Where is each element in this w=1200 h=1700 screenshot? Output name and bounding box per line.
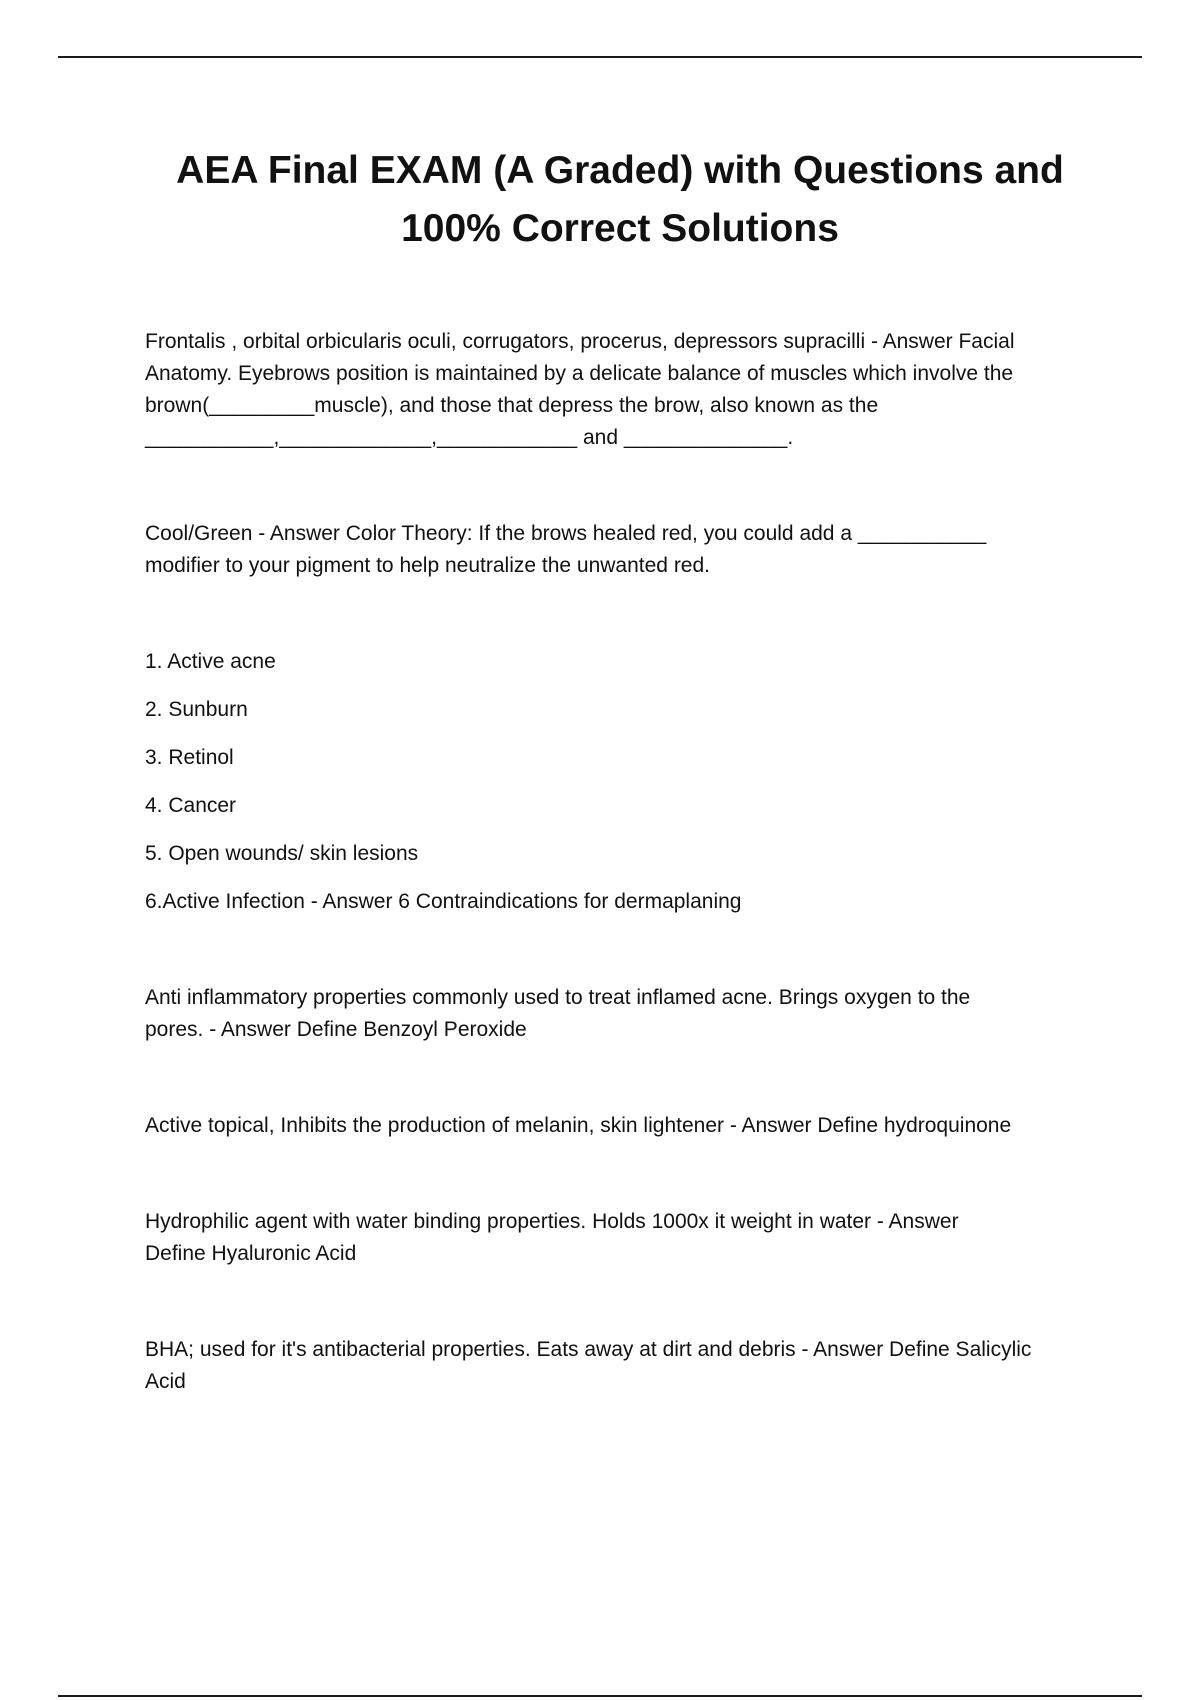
qa-line: Active topical, Inhibits the production of melanin, skin lightener - Answer Define hydroquinone [145,1114,1012,1137]
qa-color-theory [145,518,1090,582]
list-item: 5. Open wounds/ skin lesions [145,842,419,865]
footer-rule [58,1695,1142,1697]
header-rule [58,56,1142,58]
title-line-2: 100% Correct Solutions [401,207,839,250]
list-item: 6.Active Infection - Answer 6 Contraindications for dermaplaning [145,890,742,913]
qa-line: Anatomy. Eyebrows position is maintained by a delicate balance of muscles which involve the [145,362,1014,385]
qa-facial-anatomy [145,326,1090,454]
qa-line: Anti inflammatory properties commonly used to treat inflamed acne. Brings oxygen to the [145,986,971,1009]
qa-line: Acid [145,1370,186,1393]
qa-line: Hydrophilic agent with water binding properties. Holds 1000x it weight in water - Answer [145,1210,959,1233]
qa-line: Cool/Green - Answer Color Theory: If the brows healed red, you could add a ___________ [145,522,987,545]
document-title [110,142,1130,258]
list-item: 4. Cancer [145,794,237,817]
qa-contraindications-list [145,646,1090,918]
qa-line: BHA; used for it's antibacterial properties. Eats away at dirt and debris - Answer Define Salicylic [145,1338,1032,1361]
qa-salicylic-acid [145,1334,1090,1398]
list-item: 2. Sunburn [145,698,248,721]
qa-benzoyl-peroxide [145,982,1090,1046]
qa-line: Define Hyaluronic Acid [145,1242,357,1265]
qa-line: Frontalis , orbital orbicularis oculi, corrugators, procerus, depressors supracilli - Answer Facial [145,330,1015,353]
title-line-1: AEA Final EXAM (A Graded) with Questions and [176,149,1064,192]
list-item: 3. Retinol [145,746,234,769]
qa-line: modifier to your pigment to help neutralize the unwanted red. [145,554,711,577]
qa-line: brown(_________muscle), and those that depress the brow, also known as the [145,394,879,417]
qa-hyaluronic-acid [145,1206,1090,1270]
list-item: 1. Active acne [145,650,276,673]
document-body [145,326,1090,1398]
qa-line: ___________,_____________,____________ and ______________. [145,426,794,449]
qa-line: pores. - Answer Define Benzoyl Peroxide [145,1018,527,1041]
qa-hydroquinone [145,1110,1090,1142]
